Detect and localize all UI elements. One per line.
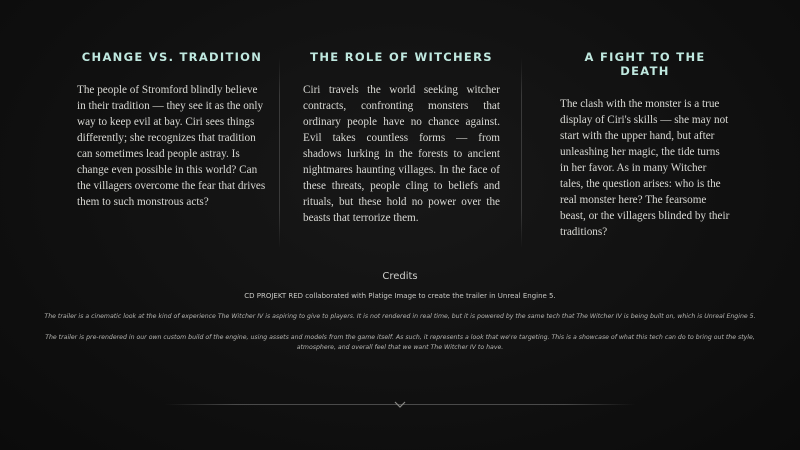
column-body: The clash with the monster is a true display of Ciri's skills — she may not start with the upper hand, but after unleashing her magic, the tide turns in her favor. As in many Witcher tales, the question arises: who is the real monster here? The fearsome beast, or the villagers blinded by their traditions? bbox=[560, 98, 730, 238]
column-fight-to-the-death bbox=[560, 50, 730, 240]
credits-lead: CD PROJEKT RED collaborated with Platige Image to create the trailer in Unreal Engine 5. bbox=[244, 292, 556, 300]
column-change-vs-tradition bbox=[77, 50, 267, 210]
column-divider bbox=[521, 58, 522, 248]
column-divider bbox=[279, 58, 280, 248]
credits-note-realtime: The trailer is a cinematic look at the kind of experience The Witcher IV is aspiring to give to players. It is not rendered in real time, but it is powered by the same tech that The Witcher IV is being built on, which is Unreal Engine 5. bbox=[44, 313, 756, 320]
column-title: A FIGHT TO THE DEATH bbox=[584, 50, 706, 78]
column-body: The people of Stromford blindly believe in their tradition — they see it as the only way to keep evil at bay. Ciri sees things differently; she recognizes that tradition can sometimes lead people astray. Is change even possible in this world? Can the villagers overcome the fear that drives them to such monstrous acts? bbox=[77, 84, 266, 208]
credits-heading: Credits bbox=[382, 271, 418, 282]
column-role-of-witchers bbox=[303, 50, 500, 226]
credits-section bbox=[0, 271, 800, 364]
column-body: Ciri travels the world seeking witcher contracts, confronting monsters that ordinary people have no chance against. Evil takes countless forms — from shadows lurking in the forests to ancient nightmares haunting villages. In the face of these threats, people cling to beliefs and rituals, but these hold no power over the beasts that terrorize them. bbox=[303, 84, 500, 224]
credits-note-prerendered: The trailer is pre-rendered in our own custom build of the engine, using assets and models from the game itself. As such, it represents a look that we're targeting. This is a showcase of what this tech can do to bring out the style, atmosphere, and overall feel that we want The Witcher IV to have. bbox=[45, 334, 755, 351]
chevron-down-icon bbox=[394, 401, 406, 409]
column-title: THE ROLE OF WITCHERS bbox=[310, 50, 493, 64]
column-title: CHANGE VS. TRADITION bbox=[81, 50, 263, 64]
